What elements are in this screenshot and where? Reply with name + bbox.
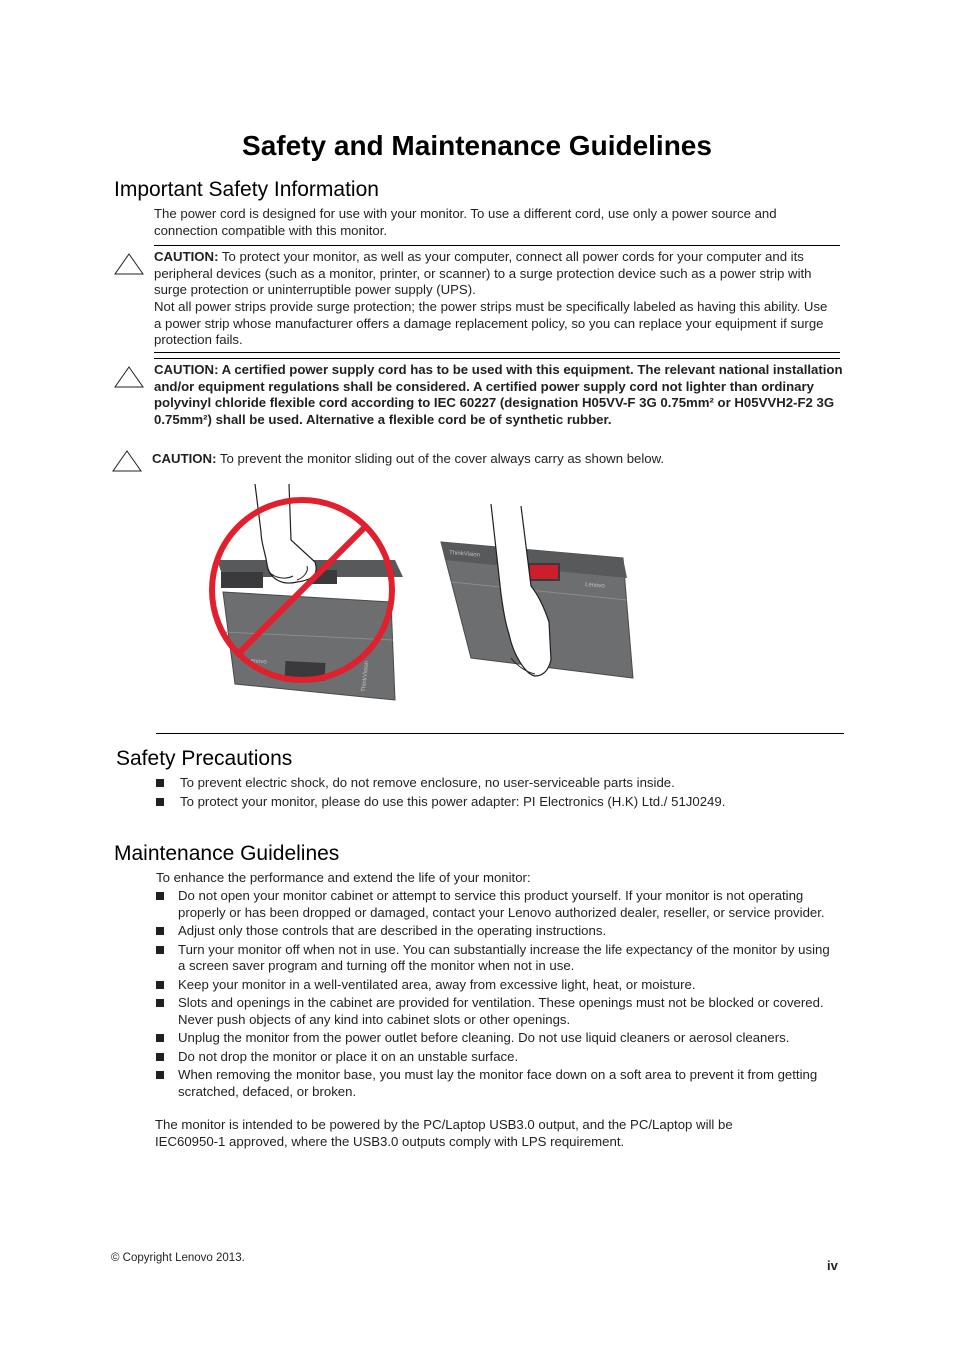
safety-precautions-list xyxy=(156,775,846,812)
list-item: Keep your monitor in a well-ventilated area, away from excessive light, heat, or moisture. xyxy=(156,977,834,994)
safety-precautions-heading: Safety Precautions xyxy=(116,747,293,770)
page-number: iv xyxy=(827,1258,838,1273)
correct-carry-illustration xyxy=(441,504,633,678)
caution1-label: CAUTION: xyxy=(154,249,219,264)
maintenance-heading: Maintenance Guidelines xyxy=(114,842,340,865)
caution2-text: A certified power supply cord has to be used with this equipment. The relevant national installation and/or equipment regulations shall be considered. A certified power supply cord not lighter than ordinary polyvinyl chloride flexible cord according to IEC 60227 (designation H05VV-F 3G 0.75mm² or H05VVH2-F2 3G 0.75mm²) shall be used. Alternative a flexible cord be of synthetic rubber. xyxy=(154,362,843,427)
list-item: Do not open your monitor cabinet or attempt to service this product yourself. If your monitor is not operating properly or has been dropped or damaged, contact your Lenovo authorized dealer, reseller, or service provider. xyxy=(156,888,834,921)
list-item: Turn your monitor off when not in use. You can substantially increase the life expectancy of the monitor by using a screen saver program and turning off the monitor when not in use. xyxy=(156,942,834,975)
caution3-label: CAUTION: xyxy=(152,451,217,466)
carry-illustration xyxy=(205,482,645,704)
list-item: To protect your monitor, please do use this power adapter: PI Electronics (H.K) Ltd./ 51J0249. xyxy=(156,794,846,811)
list-item: To prevent electric shock, do not remove enclosure, no user-serviceable parts inside. xyxy=(156,775,846,792)
wrong-brand-name: Lenovo xyxy=(246,658,267,666)
list-item: Do not drop the monitor or place it on an unstable surface. xyxy=(156,1049,834,1066)
list-item: Unplug the monitor from the power outlet before cleaning. Do not use liquid cleaners or aerosol cleaners. xyxy=(156,1030,834,1047)
list-item: Adjust only those controls that are described in the operating instructions. xyxy=(156,923,834,940)
caution1-top-rule xyxy=(154,245,840,246)
list-item: Slots and openings in the cabinet are provided for ventilation. These openings must not be blocked or covered. Never push objects of any kind into cabinet slots or other openings. xyxy=(156,995,834,1028)
correct-brand-name: Lenovo xyxy=(584,582,605,590)
important-intro: The power cord is designed for use with your monitor. To use a different cord, use only a power source and connection compatible with this monitor. xyxy=(154,206,777,238)
important-safety-heading: Important Safety Information xyxy=(114,178,379,201)
wrong-carry-illustration xyxy=(212,484,403,700)
caution2-block xyxy=(154,362,844,428)
maintenance-closing: The monitor is intended to be powered by the PC/Laptop USB3.0 output, and the PC/Laptop will be IEC60950-1 approved, where the USB3.0 outputs comply with LPS requirement. xyxy=(155,1117,733,1149)
list-item: When removing the monitor base, you must lay the monitor face down on a soft area to prevent it from getting scratched, defaced, or broken. xyxy=(156,1067,834,1100)
warning-triangle-icon xyxy=(114,253,144,275)
copyright: © Copyright Lenovo 2013. xyxy=(111,1252,245,1264)
caution2-label: CAUTION: xyxy=(154,362,219,377)
maintenance-list xyxy=(156,888,834,1102)
wrong-brand-logo: ThinkVision xyxy=(361,660,371,693)
correct-brand-logo: ThinkVision xyxy=(448,550,481,559)
caution2-top-rule xyxy=(154,358,840,359)
caution3-block xyxy=(152,451,842,468)
caution1-note: Not all power strips provide surge protection; the power strips must be specifically labeled as having this ability. Use a power strip whose manufacturer offers a damage replacement policy, so you can replace your equipment if surge protection fails. xyxy=(154,299,828,347)
section-divider xyxy=(156,733,844,734)
warning-triangle-icon xyxy=(114,366,144,388)
maintenance-intro: To enhance the performance and extend the life of your monitor: xyxy=(156,870,531,885)
caution1-text: To protect your monitor, as well as your computer, connect all power cords for your computer and its peripheral devices (such as a monitor, printer, or scanner) to a surge protection device such as a power strip with surge protection or uninterruptible power supply (UPS). xyxy=(154,249,812,297)
page-title: Safety and Maintenance Guidelines xyxy=(242,130,712,161)
caution1-bottom-rule xyxy=(154,352,840,353)
caution3-text: To prevent the monitor sliding out of the cover always carry as shown below. xyxy=(216,451,665,466)
caution1-block xyxy=(154,249,842,299)
warning-triangle-icon xyxy=(112,450,142,472)
